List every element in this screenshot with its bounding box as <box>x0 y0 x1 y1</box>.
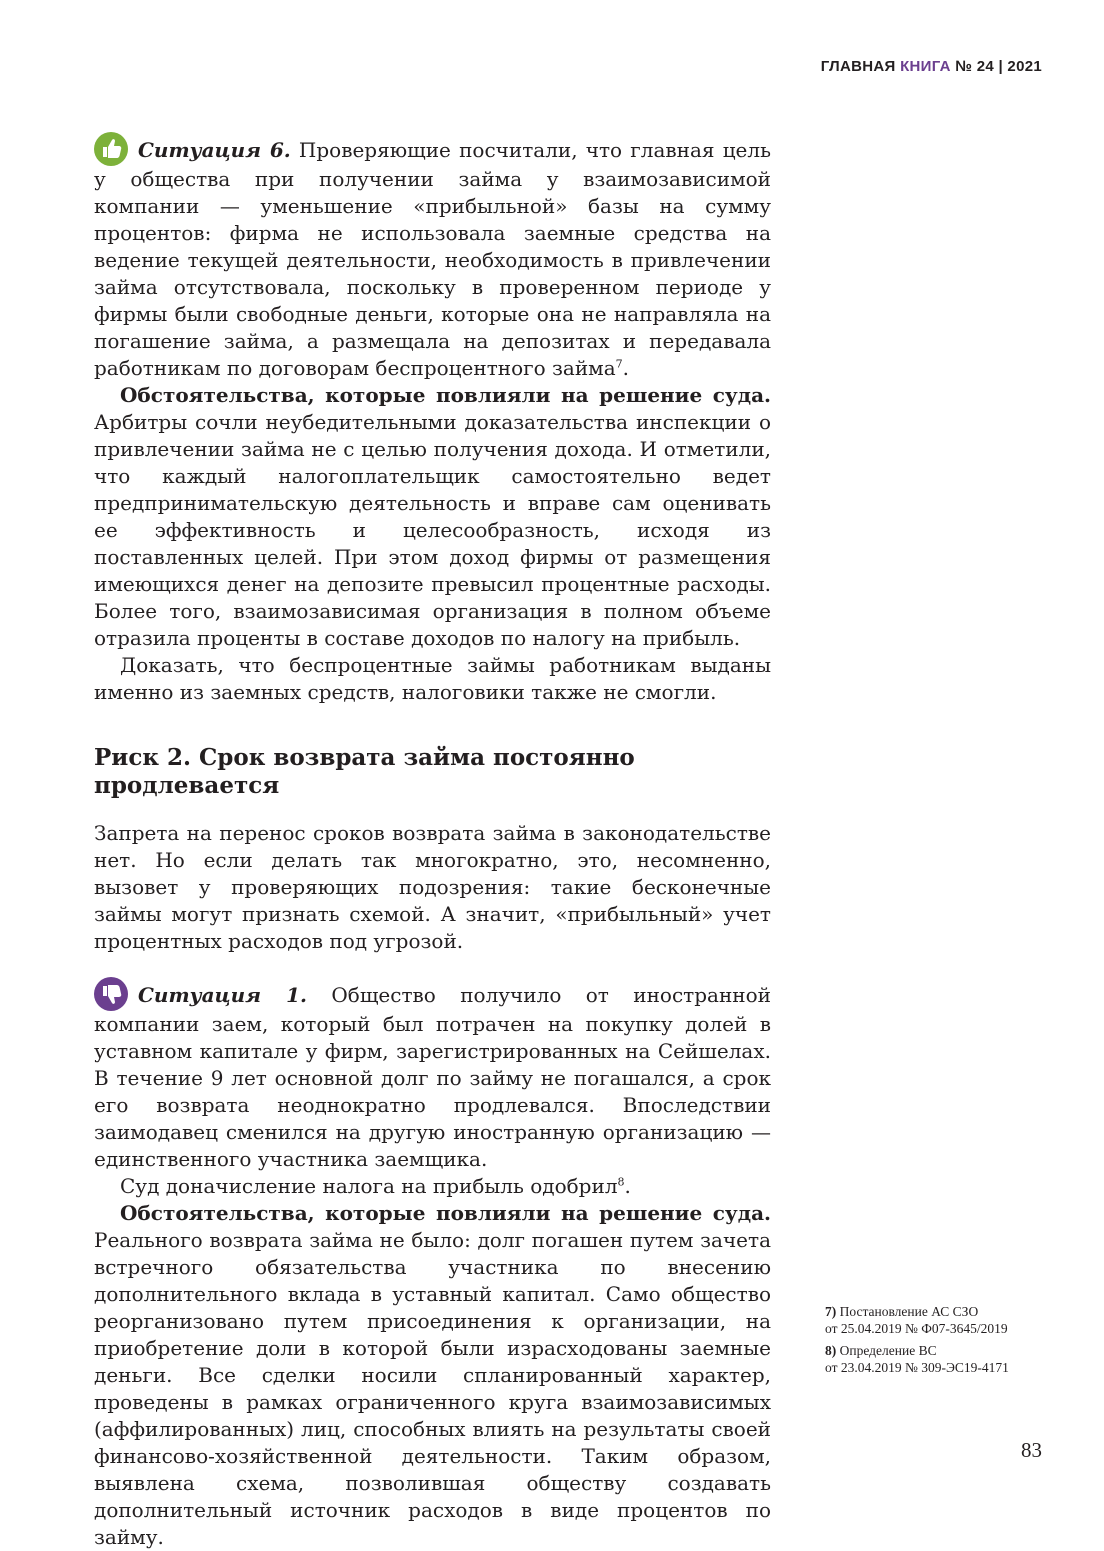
footnote-reference: от 25.04.2019 № Ф07-3645/2019 <box>825 1321 1008 1336</box>
situation-1-label: Ситуация 1. <box>138 983 307 1007</box>
thumbs-down-icon <box>94 977 128 1011</box>
brand-name-part2: КНИГА <box>900 58 951 75</box>
court-decision-paragraph: Суд доначисление налога на прибыль одобрил$^8$. <box>120 1174 631 1198</box>
situation-1-paragraph <box>94 977 771 1173</box>
circumstances-paragraph-1 <box>94 382 771 652</box>
risk-2-intro: Запрета на перенос сроков возврата займа в законодательстве нет. Но если делать так многократно, это, несомненно, вызовет у проверяющих подозрения: такие бесконечные займы могут признать схемой. А значит, «прибыльный» учет процентных расходов под угрозой. <box>94 821 771 953</box>
footnote-reference: от 23.04.2019 № 309-ЭС19-4171 <box>825 1360 1009 1375</box>
article-body <box>94 132 771 1551</box>
circumstances-label-1: Обстоятельства, которые повлияли на решение суда. <box>120 383 771 407</box>
footnote-source: Определение ВС <box>839 1343 937 1358</box>
footnote-8 <box>825 1342 1065 1376</box>
circumstances-text-2: Реального возврата займа не было: долг погашен путем зачета встречного обязательства участника по внесению дополнительного вклада в уставный капитал. Само общество реорганизовано путем присоединения к организации, на приобретение доли в которой были израсходованы заемные деньги. Все сделки носили спланированный характер, проведены в рамках ограниченного круга взаимозависимых (аффилированных) лиц, способных влиять на результаты своей финансово-хозяйственной деятельности. Таким образом, выявлена схема, позволившая обществу создавать дополнительный источник расходов в виде процентов по займу. <box>94 1228 771 1549</box>
situation-6-text: Проверяющие посчитали, что главная цель у общества при получении займа у взаимозависимой компании — уменьшение «прибыльной» базы на сумму процентов: фирма не использовала заемные средства на ведение текущей деятельности, необходимость в привлечении займа отсутствовала, поскольку в проверенном периоде у фирмы были свободные деньги, которые она не направляла на погашение займа, а размещала на депозитах и передавала работникам по договорам беспроцентного займа <box>94 138 771 380</box>
page-number: 83 <box>1021 1438 1042 1462</box>
footnote-7 <box>825 1303 1065 1337</box>
masthead <box>821 58 1042 75</box>
risk-2-heading: Риск 2. Срок возврата займа постоянно продлевается <box>94 744 635 799</box>
circumstances-text-1: Арбитры сочли неубедительными доказательства инспекции о привлечении займа не с целью получения дохода. И отметили, что каждый налогоплательщик самостоятельно ведет предпринимательскую деятельность и вправе сам оценивать ее эффективность и целесообразность, исходя из поставленных целей. При этом доход фирмы от размещения имеющихся денег на депозите превысил процентные расходы. Более того, взаимозависимая организация в полном объеме отразила проценты в составе доходов по налогу на прибыль. <box>94 410 771 650</box>
footnote-number: 8) <box>825 1343 837 1358</box>
footnote-ref-7: 7 <box>615 357 623 371</box>
brand-name-part1: ГЛАВНАЯ <box>820 58 896 75</box>
footnote-number: 7) <box>825 1304 837 1319</box>
thumbs-up-icon <box>94 132 128 166</box>
footnote-source: Постановление АС СЗО <box>839 1304 979 1319</box>
court-decision-text: Суд доначисление налога на прибыль одобрил <box>120 1174 618 1198</box>
situation-1-text: Общество получило от иностранной компании заем, который был потрачен на покупку долей в уставном капитале у фирм, зарегистрированных на Сейшелах. В течение 9 лет основной долг по займу не погашался, а срок его возврата неоднократно продлевался. Впоследствии заимодавец сменился на другую иностранную организацию — единственного участника заемщика. <box>94 983 771 1171</box>
conclusion-paragraph-1: Доказать, что беспроцентные займы работникам выданы именно из заемных средств, налоговики также не смогли. <box>94 653 771 704</box>
circumstances-paragraph-2 <box>94 1200 771 1551</box>
footnotes <box>825 1303 1065 1381</box>
circumstances-label-2: Обстоятельства, которые повлияли на решение суда. <box>120 1201 771 1225</box>
footnote-ref-8: 8 <box>617 1175 625 1189</box>
situation-6-paragraph: Ситуация 6. Проверяющие посчитали, что главная цель у общества при получении займа у взаимозависимой компании — уменьшение «прибыльной» базы на сумму процентов: фирма не использовала заемные средства на ведение текущей деятельности, необходимость в привлечении займа отсутствовала, поскольку в проверенном периоде у фирмы были свободные деньги, которые она не направляла на погашение займа, а размещала на депозитах и передавала работникам по договорам беспроцентного займа$^7$. <box>94 132 771 382</box>
issue-number: № 24 | 2021 <box>955 58 1042 75</box>
situation-6-label: Ситуация 6. <box>138 138 291 162</box>
